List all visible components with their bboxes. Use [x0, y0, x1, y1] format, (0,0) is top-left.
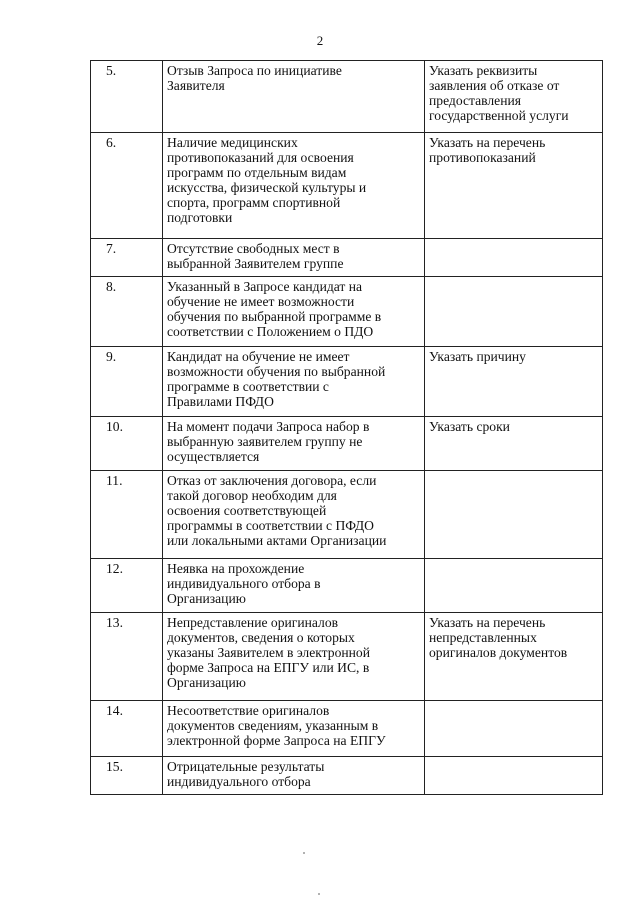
row-reason: Наличие медицинских противопоказаний для освоения программ по отдельным видам искусства, физической культуры и спорта, программ спортивной подготовки	[163, 133, 425, 239]
row-number: 11.	[91, 471, 163, 559]
row-number: 15.	[91, 757, 163, 795]
row-reason: Отзыв Запроса по инициативе Заявителя	[163, 61, 425, 133]
table-row	[91, 613, 603, 701]
row-number: 14.	[91, 701, 163, 757]
table-row	[91, 277, 603, 347]
row-note	[425, 757, 603, 795]
row-note	[425, 239, 603, 277]
row-reason: Отрицательные результаты индивидуального отбора	[163, 757, 425, 795]
row-reason: Неявка на прохождение индивидуального отбора в Организацию	[163, 559, 425, 613]
row-number: 7.	[91, 239, 163, 277]
row-reason: На момент подачи Запроса набор в выбранную заявителем группу не осуществляется	[163, 417, 425, 471]
row-note	[425, 559, 603, 613]
page-number: 2	[316, 33, 324, 48]
row-reason: Указанный в Запросе кандидат на обучение не имеет возможности обучения по выбранной программе в соответствии с Положением о ПДО	[163, 277, 425, 347]
row-reason: Отказ от заключения договора, если такой договор необходим для освоения соответствующей программы в соответствии с ПФДО или локальными актами Организации	[163, 471, 425, 559]
row-note	[425, 277, 603, 347]
row-note: Указать реквизиты заявления об отказе от предоставления государственной услуги	[425, 61, 603, 133]
row-reason: Отсутствие свободных мест в выбранной Заявителем группе	[163, 239, 425, 277]
row-number: 5.	[91, 61, 163, 133]
table-row	[91, 133, 603, 239]
table-row	[91, 757, 603, 795]
table-row	[91, 239, 603, 277]
table-row	[91, 347, 603, 417]
row-reason: Непредставление оригиналов документов, сведения о которых указаны Заявителем в электронной форме Запроса на ЕПГУ или ИС, в Организацию	[163, 613, 425, 701]
refusal-grounds-table	[90, 60, 603, 795]
row-number: 10.	[91, 417, 163, 471]
row-number: 12.	[91, 559, 163, 613]
table-row	[91, 559, 603, 613]
row-reason: Кандидат на обучение не имеет возможности обучения по выбранной программе в соответствии с Правилами ПФДО	[163, 347, 425, 417]
table-row	[91, 61, 603, 133]
row-note	[425, 471, 603, 559]
row-note: Указать причину	[425, 347, 603, 417]
row-note: Указать на перечень непредставленных оригиналов документов	[425, 613, 603, 701]
table-row	[91, 701, 603, 757]
row-number: 6.	[91, 133, 163, 239]
table-row	[91, 471, 603, 559]
row-note: Указать на перечень противопоказаний	[425, 133, 603, 239]
scan-speck	[318, 893, 320, 895]
row-number: 9.	[91, 347, 163, 417]
row-note: Указать сроки	[425, 417, 603, 471]
scan-speck	[303, 852, 305, 854]
table-row	[91, 417, 603, 471]
row-note	[425, 701, 603, 757]
row-number: 8.	[91, 277, 163, 347]
row-reason: Несоответствие оригиналов документов сведениям, указанным в электронной форме Запроса на ЕПГУ	[163, 701, 425, 757]
row-number: 13.	[91, 613, 163, 701]
